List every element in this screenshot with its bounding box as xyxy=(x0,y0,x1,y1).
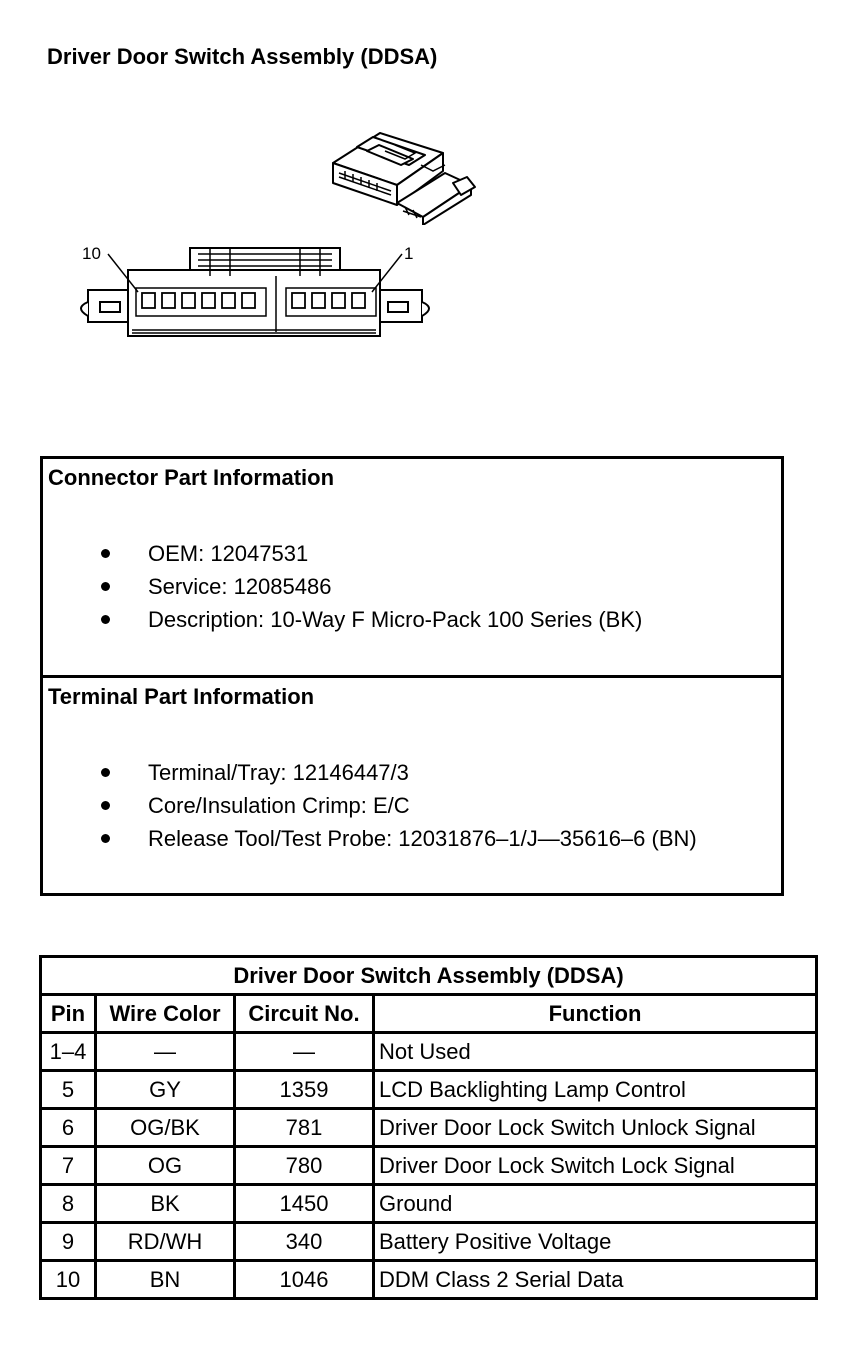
list-item: Release Tool/Test Probe: 12031876–1/J—35616–6 (BN) xyxy=(43,822,697,855)
cell-pin: 10 xyxy=(41,1261,96,1299)
list-item: Description: 10-Way F Micro-Pack 100 Series (BK) xyxy=(43,603,642,636)
cell-circuit-no: 340 xyxy=(235,1223,374,1261)
cell-function: Ground xyxy=(374,1185,817,1223)
cell-circuit-no: 1450 xyxy=(235,1185,374,1223)
cell-function: Battery Positive Voltage xyxy=(374,1223,817,1261)
list-item: Service: 12085486 xyxy=(43,570,642,603)
connector-part-information xyxy=(43,459,781,678)
cell-circuit-no: 780 xyxy=(235,1147,374,1185)
terminal-info-title: Terminal Part Information xyxy=(48,684,315,709)
part-information-box xyxy=(40,456,784,896)
column-header-circuit-no: Circuit No. xyxy=(235,995,374,1033)
cell-circuit-no: 1046 xyxy=(235,1261,374,1299)
table-row xyxy=(41,1147,817,1185)
pin-label-10: 10 xyxy=(82,244,101,263)
cell-pin: 5 xyxy=(41,1071,96,1109)
table-row xyxy=(41,1185,817,1223)
list-item: Terminal/Tray: 12146447/3 xyxy=(43,756,697,789)
cell-wire-color: RD/WH xyxy=(96,1223,235,1261)
table-row xyxy=(41,1261,817,1299)
table-row xyxy=(41,1109,817,1147)
pin-label-1: 1 xyxy=(404,244,414,263)
list-item: Core/Insulation Crimp: E/C xyxy=(43,789,697,822)
table-row xyxy=(41,1033,817,1071)
cell-pin: 1–4 xyxy=(41,1033,96,1071)
cell-function: Driver Door Lock Switch Lock Signal xyxy=(374,1147,817,1185)
terminal-part-information xyxy=(43,678,781,893)
connector-face-view xyxy=(70,240,440,345)
cell-circuit-no: — xyxy=(235,1033,374,1071)
cell-function: DDM Class 2 Serial Data xyxy=(374,1261,817,1299)
cell-function: Driver Door Lock Switch Unlock Signal xyxy=(374,1109,817,1147)
table-row xyxy=(41,1223,817,1261)
cell-wire-color: BN xyxy=(96,1261,235,1299)
column-header-pin: Pin xyxy=(41,995,96,1033)
cell-function: Not Used xyxy=(374,1033,817,1071)
cell-pin: 6 xyxy=(41,1109,96,1147)
pin-table xyxy=(39,955,818,1300)
cell-circuit-no: 1359 xyxy=(235,1071,374,1109)
cell-pin: 9 xyxy=(41,1223,96,1261)
connector-info-list xyxy=(43,537,642,636)
page-title: Driver Door Switch Assembly (DDSA) xyxy=(47,44,438,69)
column-header-function: Function xyxy=(374,995,817,1033)
table-row xyxy=(41,1071,817,1109)
connector-isometric-illustration xyxy=(325,125,485,225)
cell-function: LCD Backlighting Lamp Control xyxy=(374,1071,817,1109)
cell-pin: 8 xyxy=(41,1185,96,1223)
connector-info-title: Connector Part Information xyxy=(48,465,335,490)
pin-table-header xyxy=(41,995,817,1033)
cell-pin: 7 xyxy=(41,1147,96,1185)
column-header-wire-color: Wire Color xyxy=(96,995,235,1033)
cell-wire-color: OG/BK xyxy=(96,1109,235,1147)
pin-table-caption: Driver Door Switch Assembly (DDSA) xyxy=(41,957,817,995)
cell-wire-color: OG xyxy=(96,1147,235,1185)
list-item: OEM: 12047531 xyxy=(43,537,642,570)
terminal-info-list xyxy=(43,756,697,855)
cell-circuit-no: 781 xyxy=(235,1109,374,1147)
cell-wire-color: — xyxy=(96,1033,235,1071)
cell-wire-color: BK xyxy=(96,1185,235,1223)
cell-wire-color: GY xyxy=(96,1071,235,1109)
